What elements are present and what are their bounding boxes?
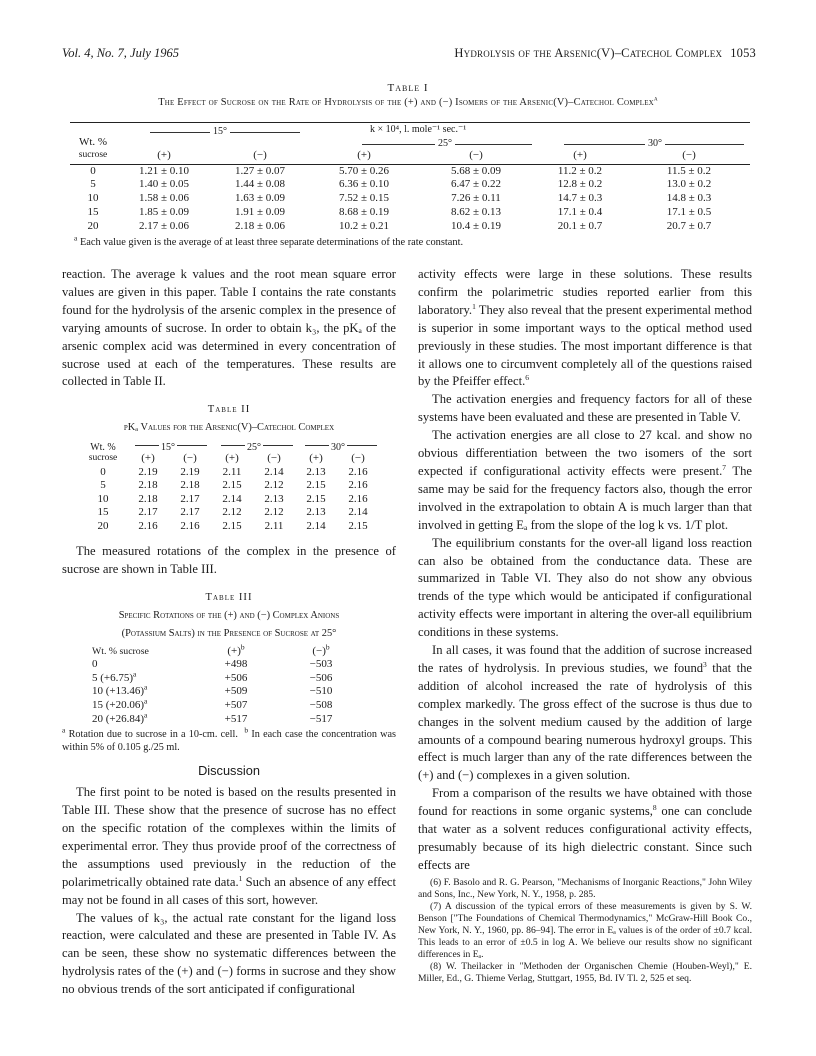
table1-cell: 1.27 ± 0.07 (234, 164, 286, 177)
table2-label: Table II (207, 404, 251, 416)
journal-volume: Vol. 4, No. 7, July 1965 (62, 46, 180, 60)
table3-col-minus: $(-)^b$ (312, 642, 330, 657)
table1-cell: 8.62 ± 0.13 (450, 205, 502, 218)
table3-col-plus: $(+)^b$ (227, 642, 245, 657)
reference-item: (6) F. Basolo and R. G. Pearson, "Mechanisms of Inorganic Reactions," John Wiley and Sons, Inc., New York, N. Y., 1958, p. 285. (418, 876, 752, 900)
table2-cell: 2.19 (180, 465, 200, 478)
table1-subheader (70, 149, 750, 163)
paragraph: In all cases, it was found that the addition of sucrose increased the rates of hydrolysis. In previous studies, we found$^3$ that the addition of alcohol increased the rate of hydrolysis of this complex markedly. The gross effect of the sucrose is thus due to changes in the solvent medium caused by the addition of large amounts of a compound bearing numerous hydroxyl groups. This effect is much larger than any of the rate differences between the (+) and (−) complexes in a given solution. (418, 643, 752, 783)
table2 (79, 439, 379, 533)
table1-cell: 15 (87, 205, 99, 218)
table2-cell: 2.15 (222, 479, 242, 492)
table2-cell: 2.14 (222, 492, 242, 505)
table3-cell: +506 (224, 671, 248, 684)
table3-cell: +507 (224, 699, 248, 712)
table1-cell: 11.5 ± 0.2 (666, 164, 712, 177)
table3-cell: 5 $(+6.75)^a$ (92, 669, 137, 684)
table2-isomer-head: (−) (351, 452, 365, 465)
table1-cell: 1.44 ± 0.08 (234, 178, 286, 191)
table2-cell: 2.12 (264, 506, 284, 519)
page-number: 1053 (730, 46, 756, 60)
paragraph: The first point to be noted is based on the results presented in Table III. These show that the presence of sucrose has no effect on the specific rotation of the complexes within the limits of experimental error. They thus provide proof of the correctness of the assumptions used previously in the reduction of the polarimetrically obtained rate data.$^1$ Such an absence of any effect may not be found in all cases of this sort, however. (62, 785, 397, 907)
table2-isomer-head: (+) (141, 452, 155, 465)
table3-cell: −510 (309, 685, 333, 698)
paragraph: activity effects were large in these solutions. These results confirm the polarimetric studies reported earlier from this laboratory.$^1$ They also reveal that the present experimental method is superior in some important ways to the optical method used previously in these studies. The most important difference is that it allows one to circumvent completely all of the questions raised by the Pfeiffer effect.$^6$ (418, 267, 752, 389)
table3-body (86, 658, 376, 726)
table1-cell: 20 (87, 219, 99, 232)
reference-item: (7) A discussion of the typical errors of these measurements is given by S. W. Benson ["The Foundations of Chemical Thermodynamics," McGraw-Hill Book Co., New York, N. Y., 1960, pp. 86–94]. The error in Eₐ values is of the order of ±0.7 kcal. This leads to an error of ±0.5 in log A. We believe our results show no significant differences in Eₐ. (418, 900, 752, 960)
table1-cell: 20.1 ± 0.7 (557, 219, 603, 232)
table2-row-head: Wt. % (90, 442, 116, 454)
table2-cell: 2.17 (180, 506, 200, 519)
table2-cell: 2.16 (138, 519, 158, 532)
table2-isomer-head: (−) (267, 452, 281, 465)
table3-header (86, 642, 376, 659)
table1-cell: 0 (90, 164, 96, 177)
table2-cell: 2.12 (222, 506, 242, 519)
table2-cell: 2.16 (180, 519, 200, 532)
table3-cell: 20 $(+26.84)^a$ (92, 710, 148, 725)
table3-label: Table III (205, 591, 253, 603)
table2-cell: 2.17 (180, 492, 200, 505)
table1-cell: 14.7 ± 0.3 (557, 192, 603, 205)
table3-cell: −506 (309, 671, 333, 684)
table1-row-head: Wt. % (78, 136, 108, 148)
table1-cell: 20.7 ± 0.7 (666, 219, 712, 232)
table3-cell: 10 $(+13.46)^a$ (92, 682, 148, 698)
table1-cell: 10.2 ± 0.21 (338, 219, 390, 232)
table1-caption: The Effect of Sucrose on the Rate of Hydrolysis of the (+) and (−) Isomers of the Arsenic(V)–Catechol Complex$^a$ (158, 93, 658, 108)
table1-cell: 17.1 ± 0.4 (557, 205, 603, 218)
table1-cell: 5 (90, 178, 96, 191)
running-head (62, 46, 756, 61)
table3-cell: +517 (224, 712, 248, 725)
table1-cell: 10 (87, 192, 99, 205)
table2-cell: 2.16 (348, 465, 368, 478)
table2-cell: 2.19 (138, 465, 158, 478)
table2-cell: 2.15 (306, 492, 326, 505)
table1-cell: 5.68 ± 0.09 (450, 164, 502, 177)
table1-temp-30: 30° (645, 138, 665, 149)
table1-isomer-head: (−) (682, 149, 696, 161)
paragraph: reaction. The average k values and the root mean square error values are given in this paper. Table I contains the rate constants found for the hydrolysis of the arsenic complex in the presence of varying amounts of sucrose. In order to obtain k₃, the pKₐ of the arsenic complex acid was determined in every concentration of sucrose used at each of the temperatures. These results are collected in Table II. (62, 267, 396, 389)
table2-cell: 2.12 (264, 479, 284, 492)
left-column (62, 266, 396, 999)
table2-cell: 2.11 (222, 465, 242, 478)
table2-cell: 2.13 (264, 492, 284, 505)
table2-cell: 2.11 (264, 519, 284, 532)
paragraph: The equilibrium constants for the over-all ligand loss reaction can also be obtained from the conductance data. These are summarized in Table VI. They also do not show any obvious trends of the type which would be anticipated if configurational activity effects were important in altering the over-all equilibrium conditions in these systems. (418, 535, 752, 640)
paragraph: The activation energies are all close to 27 kcal. and show no obvious differentiation between the two isomers of the sort expected if configurational activity effects were present.$^7$ The same may be said for the frequency factors also, though the error involved in the extrapolation to obtain A is much larger than that involved in getting Eₐ from the slope of the log k vs. 1/T plot. (418, 428, 752, 532)
table1-cell: 7.52 ± 0.15 (338, 192, 390, 205)
table2-cell: 15 (97, 506, 109, 519)
table1-cell: 7.26 ± 0.11 (451, 192, 501, 205)
table2-cell: 2.15 (348, 519, 368, 532)
table1-temp-25: 25° (435, 138, 455, 149)
table2-isomer-head: (+) (309, 452, 323, 465)
reference-item: (8) W. Theilacker in "Methoden der Organischen Chemie (Houben-Weyl)," E. Miller, Ed., G. Thieme Verlag, Stuttgart, 1955, Bd. IV Tl. 2, 525 et seq. (418, 960, 752, 984)
table1-isomer-head: (+) (573, 149, 587, 161)
table2-sucrose-head: sucrose (88, 453, 118, 464)
table2-cell: 2.13 (306, 506, 326, 519)
running-title: Hydrolysis of the Arsenic(V)–Catechol Complex 1053 (454, 46, 756, 60)
table2-cell: 5 (100, 479, 106, 492)
table1-cell: 1.40 ± 0.05 (138, 178, 190, 191)
table2-cell: 10 (97, 492, 109, 505)
table2-cell: 2.14 (264, 465, 284, 478)
table2-temp-25: 25° (245, 439, 263, 457)
table2-body (79, 466, 379, 534)
table1-cell: 1.85 ± 0.09 (138, 205, 190, 218)
table1-cell: 12.8 ± 0.2 (557, 178, 603, 191)
table3-cell: +498 (224, 658, 248, 671)
table1-cell: 1.91 ± 0.09 (234, 205, 286, 218)
table2-cell: 2.18 (138, 492, 158, 505)
table3-cell: −508 (309, 699, 333, 712)
table1 (70, 122, 750, 233)
table3-cell: 15 $(+20.06)^a$ (92, 696, 148, 712)
table2-temp-15: 15° (159, 439, 177, 457)
table3 (86, 642, 376, 727)
table2-cell: 2.18 (138, 479, 158, 492)
table1-isomer-head: (+) (357, 149, 371, 161)
table1-cell: 6.47 ± 0.22 (450, 178, 502, 191)
table2-cell: 2.15 (306, 479, 326, 492)
table1-temp-15: 15° (210, 126, 230, 137)
table1-label: Table I (387, 82, 429, 94)
table1-isomer-head: (+) (157, 149, 171, 161)
paragraph: The activation energies and frequency factors for all of these systems have been evaluated and these are presented in Table V. (418, 392, 752, 425)
right-column (418, 266, 752, 985)
table1-cell: 1.21 ± 0.10 (138, 164, 190, 177)
table3-caption: Specific Rotations of the (+) and (−) Complex Anions (118, 609, 340, 621)
table2-cell: 2.18 (180, 479, 200, 492)
table1-isomer-head: (−) (253, 149, 267, 161)
table3-cell: +509 (224, 685, 248, 698)
table1-unit: k × 10⁴, l. mole⁻¹ sec.⁻¹ (370, 124, 467, 135)
table2-isomer-head: (−) (183, 452, 197, 465)
table1-cell: 5.70 ± 0.26 (338, 164, 390, 177)
paragraph: The values of k₃, the actual rate constant for the ligand loss reaction, were calculated and these are presented in Table IV. As can be seen, these show no systematic differences between the hydrolysis rates of the (+) and (−) forms in sucrose and they show no obvious trends of the sort anticipated if configurational (62, 910, 396, 997)
table1-sucrose-head: sucrose (78, 150, 108, 160)
table3-cell: −503 (309, 658, 333, 671)
table1-cell: 2.17 ± 0.06 (138, 219, 190, 232)
table1-body (70, 165, 750, 234)
table3-caption-2: (Potassium Salts) in the Presence of Sucrose at 25° (121, 627, 337, 639)
table2-cell: 2.17 (138, 506, 158, 519)
table2-cell: 0 (100, 465, 106, 478)
table2-cell: 2.13 (306, 465, 326, 478)
table2-cell: 2.16 (348, 479, 368, 492)
paragraph: From a comparison of the results we have obtained with those found for reactions in some organic systems,$^8$ one can conclude that water as a solvent reduces configurational activity effects, presumably because of its high dielectric constant. Since such effects are (418, 786, 753, 872)
table1-cell: 1.58 ± 0.06 (138, 192, 190, 205)
table1-cell: 8.68 ± 0.19 (338, 205, 390, 218)
table2-isomer-head: (+) (225, 452, 239, 465)
table3-col-sucrose: Wt. % sucrose (92, 645, 149, 657)
table2-cell: 2.14 (348, 506, 368, 519)
table1-isomer-head: (−) (469, 149, 483, 161)
references (418, 877, 752, 985)
table2-cell: 2.15 (222, 519, 242, 532)
table1-cell: 2.18 ± 0.06 (234, 219, 286, 232)
paragraph: The measured rotations of the complex in the presence of sucrose are shown in Table III. (62, 544, 396, 577)
table1-cell: 13.0 ± 0.2 (666, 178, 712, 191)
table3-cell: 0 (92, 658, 98, 671)
table2-cell: 2.16 (348, 492, 368, 505)
table2-cell: 20 (97, 519, 109, 532)
table2-caption: pKₐ Values for the Arsenic(V)–Catechol Complex (123, 422, 335, 434)
table2-temp-30: 30° (329, 439, 347, 457)
table1-cell: 10.4 ± 0.19 (450, 219, 502, 232)
discussion-heading: Discussion (198, 763, 260, 779)
table1-cell: 11.2 ± 0.2 (557, 164, 603, 177)
table1-cell: 1.63 ± 0.09 (234, 192, 286, 205)
table1-footnote: $^a$ Each value given is the average of at least three separate determinations of the rate constant. (74, 233, 464, 248)
table3-footnotes: $^a$ Rotation due to sucrose in a 10-cm. cell. $^b$ In each case the concentration was within 5% of 0.105 g./25 ml. (62, 725, 397, 754)
table1-cell: 17.1 ± 0.5 (666, 205, 712, 218)
table2-cell: 2.14 (306, 519, 326, 532)
table3-cell: −517 (309, 712, 333, 725)
table1-cell: 14.8 ± 0.3 (666, 192, 712, 205)
table1-cell: 6.36 ± 0.10 (338, 178, 390, 191)
